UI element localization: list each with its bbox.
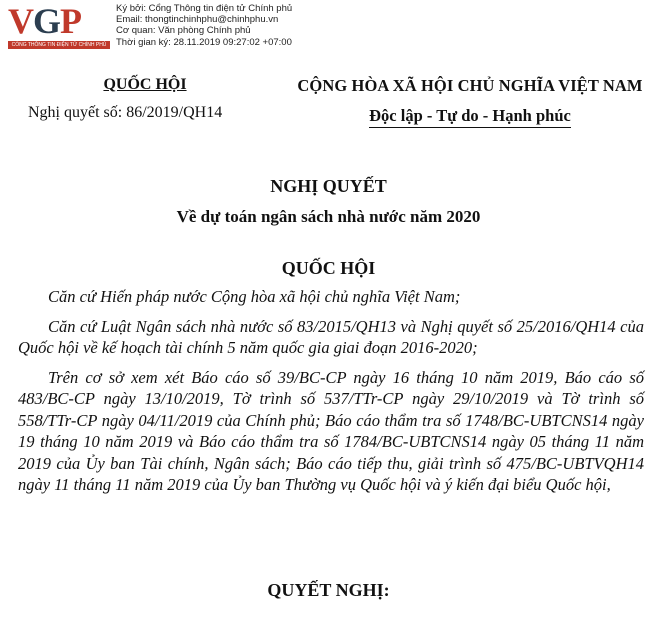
preamble-paragraph: Trên cơ sở xem xét Báo cáo số 39/BC-CP ngày 16 tháng 10 năm 2019, Báo cáo số 483/BC-CP ngày 13/10/2019, Tờ trình số 537/TTr-CP ngày 29/10/2019 và Tờ trình số 558/TTr-CP ngày 04/11/2019 của Chính phủ; Báo cáo thẩm tra số 1748/BC-UBTCNS14 ngày 19 tháng 10 năm 2019 và Báo cáo thẩm tra số 1784/BC-UBTCNS14 ngày 05 tháng 11 năm 2019 của Ủy ban Tài chính, Ngân sách; Báo cáo tiếp thu, giải trình số 475/BC-UBTVQH14 ngày 11 tháng 11 năm 2019 của Ủy ban Thường vụ Quốc hội và ý kiến đại biểu Quốc hội, <box>18 367 644 494</box>
signature-details <box>116 3 446 48</box>
issuer-block <box>20 76 270 122</box>
resolution-number: Nghị quyết số: 86/2019/QH14 <box>28 104 223 121</box>
issuer-name: QUỐC HỘI <box>103 76 187 93</box>
national-header <box>283 76 657 128</box>
decision-heading: QUYẾT NGHỊ: <box>267 580 390 600</box>
country-name: CỘNG HÒA XÃ HỘI CHỦ NGHĨA VIỆT NAM <box>297 76 643 95</box>
assembly-heading: QUỐC HỘI <box>281 258 376 278</box>
signature-time: Thời gian ký: 28.11.2019 09:27:02 +07:00 <box>116 36 292 48</box>
vgp-logo-letters: VGP <box>8 1 82 41</box>
digital-signature-block <box>0 0 657 56</box>
preamble-paragraph: Căn cứ Luật Ngân sách nhà nước số 83/2015/QH13 và Nghị quyết số 25/2016/QH14 của Quốc hội về kế hoạch tài chính 5 năm quốc gia giai đoạn 2016-2020; <box>18 316 644 357</box>
document-title: NGHỊ QUYẾT <box>270 176 387 196</box>
signature-agency: Cơ quan: Văn phòng Chính phủ <box>116 25 251 37</box>
signature-email: Email: thongtinchinhphu@chinhphu.vn <box>116 14 279 26</box>
preamble <box>18 286 644 504</box>
preamble-paragraph: Căn cứ Hiến pháp nước Cộng hòa xã hội chủ nghĩa Việt Nam; <box>48 287 461 306</box>
vgp-logo-caption: CỔNG THÔNG TIN ĐIỆN TỬ CHÍNH PHỦ <box>11 42 107 48</box>
national-motto: Độc lập - Tự do - Hạnh phúc <box>369 106 571 128</box>
vgp-logo <box>8 3 110 49</box>
document-subtitle: Về dự toán ngân sách nhà nước năm 2020 <box>176 207 481 226</box>
signature-signer: Ký bởi: Cổng Thông tin điện tử Chính phủ <box>116 3 293 14</box>
